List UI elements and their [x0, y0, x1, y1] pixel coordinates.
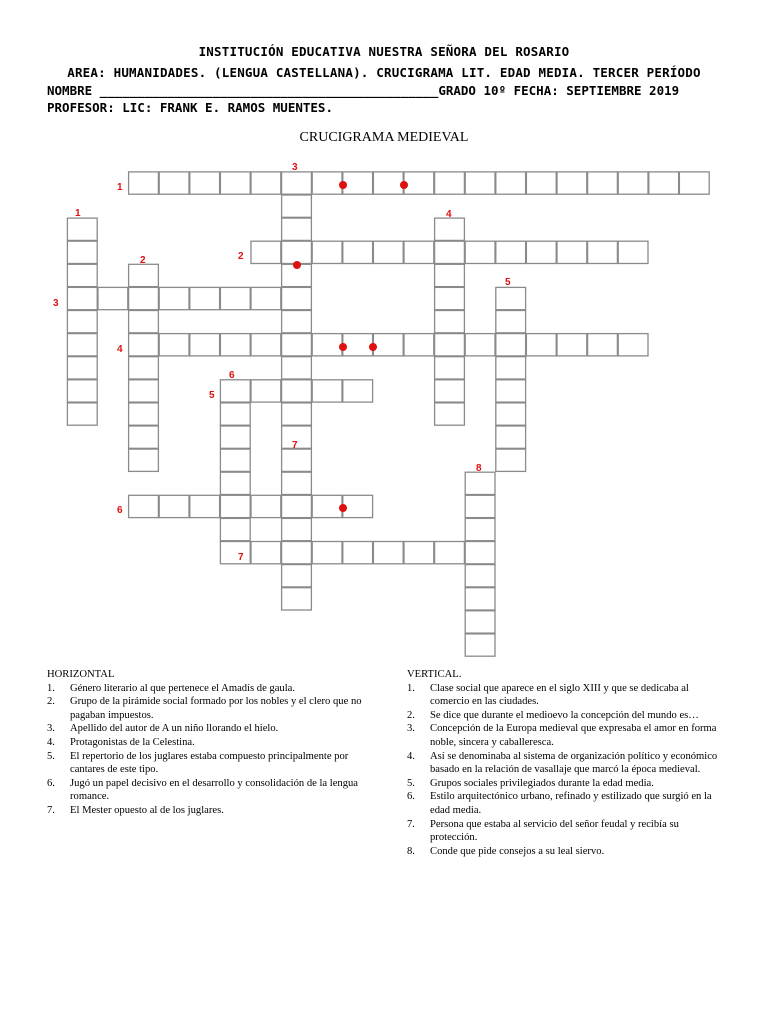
crossword-cell[interactable]	[282, 542, 312, 564]
name-grade-date-line[interactable]: NOMBRE _____________________________________________GRADO 10º FECHA: SEPTIEMBRE 2019	[47, 83, 680, 98]
crossword-cell[interactable]	[618, 334, 648, 356]
crossword-cell[interactable]	[465, 172, 495, 194]
clue-number: 7.	[407, 818, 415, 830]
crossword-cell[interactable]	[67, 241, 97, 263]
crossword-cell[interactable]	[404, 241, 434, 263]
horizontal-clue-1	[47, 682, 367, 696]
crossword-cell[interactable]	[282, 172, 312, 194]
crossword-cell[interactable]	[588, 334, 618, 356]
hint-dot	[369, 343, 377, 351]
crossword-cell[interactable]	[435, 311, 465, 333]
vertical-number-1: 1	[75, 208, 81, 219]
crossword-cell[interactable]	[618, 172, 648, 194]
clue-number: 7.	[47, 804, 55, 816]
crossword-cell[interactable]	[251, 172, 281, 194]
crossword-cell[interactable]	[312, 241, 342, 263]
crossword-cell[interactable]	[465, 334, 495, 356]
vertical-number-8: 8	[476, 463, 482, 474]
horizontal-clues	[47, 668, 367, 818]
clue-text: Protagonistas de la Celestina.	[70, 736, 195, 748]
clue-text: Así se denominaba al sistema de organización político y económico basado en la relación de vasallaje que marcó la época medieval.	[430, 750, 718, 776]
crossword-cell[interactable]	[435, 172, 465, 194]
crossword-cell[interactable]	[435, 403, 465, 425]
horizontal-clue-6	[47, 777, 367, 804]
horizontal-number-6: 6	[117, 505, 123, 516]
clue-number: 1.	[47, 682, 55, 694]
horizontal-number-2: 2	[238, 251, 244, 262]
crossword-cell[interactable]	[129, 495, 159, 517]
crossword-cell[interactable]	[496, 449, 526, 471]
crossword-cell[interactable]	[496, 357, 526, 379]
crossword-cell[interactable]	[129, 287, 159, 309]
crossword-cell[interactable]	[159, 495, 189, 517]
teacher-line: PROFESOR: LIC: FRANK E. RAMOS MUENTES.	[47, 100, 333, 115]
hint-dot	[400, 181, 408, 189]
crossword-cell[interactable]	[129, 264, 159, 286]
crossword-cell[interactable]	[220, 518, 250, 540]
crossword-cell[interactable]	[220, 542, 250, 564]
crossword-cell[interactable]	[435, 542, 465, 564]
vertical-heading: VERTICAL.	[407, 669, 462, 680]
crossword-cell[interactable]	[496, 403, 526, 425]
vertical-clue-8	[407, 845, 727, 859]
crossword-cell[interactable]	[67, 403, 97, 425]
clue-number: 2.	[47, 696, 55, 708]
crossword-cell[interactable]	[557, 334, 587, 356]
crossword-cell[interactable]	[373, 241, 403, 263]
crossword-cell[interactable]	[251, 542, 281, 564]
crossword-cell[interactable]	[220, 380, 250, 402]
crossword-cell[interactable]	[588, 241, 618, 263]
crossword-cell[interactable]	[312, 495, 342, 517]
clue-number: 3.	[407, 723, 415, 735]
clue-text: Clase social que aparece en el siglo XIII y que se dedicaba al comercio en las ciudades.	[430, 682, 689, 708]
horizontal-clue-2	[47, 695, 367, 722]
crossword-cell[interactable]	[220, 287, 250, 309]
crossword-cell[interactable]	[190, 287, 220, 309]
crossword-cell[interactable]	[129, 357, 159, 379]
clue-text: Persona que estaba al servicio del señor feudal y recibía su protección.	[430, 818, 679, 844]
horizontal-number-3: 3	[53, 298, 59, 309]
horizontal-number-5: 5	[209, 390, 215, 401]
crossword-cell[interactable]	[465, 565, 495, 587]
clue-text: Género literario al que pertenece el Amadís de gaula.	[70, 682, 296, 694]
crossword-cell[interactable]	[588, 172, 618, 194]
hint-dot	[339, 181, 347, 189]
crossword-cell[interactable]	[282, 495, 312, 517]
crossword-cell[interactable]	[129, 426, 159, 448]
vertical-clue-7	[407, 818, 727, 845]
crossword-cell[interactable]	[129, 380, 159, 402]
clue-text: Grupo de la pirámide social formado por los nobles y el clero que no pagaban impuestos.	[70, 696, 362, 721]
vertical-number-4: 4	[446, 209, 452, 220]
crossword-cell[interactable]	[67, 357, 97, 379]
crossword-cell[interactable]	[373, 334, 403, 356]
crossword-cell[interactable]	[220, 403, 250, 425]
crossword-cell[interactable]	[282, 287, 312, 309]
horizontal-clue-7	[47, 804, 367, 818]
crossword-cell[interactable]	[67, 311, 97, 333]
crossword-cell[interactable]	[435, 241, 465, 263]
clue-number: 5.	[407, 777, 415, 789]
crossword-cell[interactable]	[343, 542, 373, 564]
crossword-cell[interactable]	[282, 311, 312, 333]
crossword-cell[interactable]	[312, 380, 342, 402]
crossword-cell[interactable]	[129, 172, 159, 194]
vertical-clue-6	[407, 790, 727, 817]
crossword-cell[interactable]	[129, 449, 159, 471]
crossword-cell[interactable]	[343, 334, 373, 356]
horizontal-clue-5	[47, 750, 367, 777]
crossword-cell[interactable]	[282, 565, 312, 587]
crossword-cell[interactable]	[526, 334, 556, 356]
crossword-cell[interactable]	[220, 334, 250, 356]
hint-dot	[339, 343, 347, 351]
crossword-cell[interactable]	[282, 588, 312, 610]
vertical-clue-3	[407, 722, 727, 749]
crossword-cell[interactable]	[220, 449, 250, 471]
vertical-number-5: 5	[505, 277, 511, 288]
vertical-clue-4	[407, 750, 727, 777]
crossword-cell[interactable]	[435, 287, 465, 309]
clue-number: 6.	[407, 791, 415, 803]
horizontal-clue-4	[47, 736, 367, 750]
crossword-cell[interactable]	[373, 172, 403, 194]
crossword-cell[interactable]	[557, 172, 587, 194]
crossword-cell[interactable]	[465, 495, 495, 517]
clue-text: Apellido del autor de A un niño llorando el hielo.	[70, 723, 279, 735]
crossword-cell[interactable]	[496, 241, 526, 263]
clue-text: Estilo arquitectónico urbano, refinado y estilizado que surgió en la edad media.	[430, 791, 712, 816]
hint-dot	[339, 504, 347, 512]
crossword-cell[interactable]	[282, 518, 312, 540]
clue-text: Concepción de la Europa medieval que expresaba el amor en forma noble, sincera y caballeresca.	[430, 723, 717, 748]
crossword-cell[interactable]	[282, 195, 312, 217]
crossword-cell[interactable]	[129, 334, 159, 356]
horizontal-heading: HORIZONTAL	[47, 669, 115, 680]
crossword-cell[interactable]	[465, 542, 495, 564]
crossword-cell[interactable]	[220, 426, 250, 448]
crossword-cell[interactable]	[251, 287, 281, 309]
clue-number: 2.	[407, 709, 415, 721]
crossword-cell[interactable]	[496, 380, 526, 402]
crossword-cell[interactable]	[67, 218, 97, 240]
vertical-clue-list	[407, 682, 727, 859]
clue-number: 4.	[407, 750, 415, 762]
horizontal-number-4: 4	[117, 344, 123, 355]
clue-text: El repertorio de los juglares estaba compuesto principalmente por cantares de este tipo.	[70, 750, 349, 776]
crossword-cell[interactable]	[129, 311, 159, 333]
clue-text: El Mester opuesto al de los juglares.	[70, 804, 224, 816]
crossword-cell[interactable]	[343, 495, 373, 517]
crossword-cell[interactable]	[282, 449, 312, 471]
horizontal-clue-3	[47, 722, 367, 736]
crossword-cell[interactable]	[251, 380, 281, 402]
crossword-cell[interactable]	[190, 334, 220, 356]
crossword-cell[interactable]	[496, 426, 526, 448]
school-name: INSTITUCIÓN EDUCATIVA NUESTRA SEÑORA DEL ROSARIO	[198, 44, 570, 59]
crossword-cell[interactable]	[496, 334, 526, 356]
crossword-cell[interactable]	[190, 172, 220, 194]
vertical-clues	[407, 668, 727, 858]
crossword-cell[interactable]	[190, 495, 220, 517]
crossword-cell[interactable]	[404, 172, 434, 194]
crossword-cell[interactable]	[67, 334, 97, 356]
clue-text: Grupos sociales privilegiados durante la edad media.	[430, 777, 654, 789]
crossword-cell[interactable]	[496, 287, 526, 309]
crossword-cell[interactable]	[282, 218, 312, 240]
horizontal-number-7: 7	[238, 552, 244, 563]
crossword-cell[interactable]	[282, 357, 312, 379]
crossword-cell[interactable]	[465, 588, 495, 610]
clue-text: Jugó un papel decisivo en el desarrollo y consolidación de la lengua romance.	[70, 777, 359, 803]
crossword-cell[interactable]	[343, 380, 373, 402]
crossword-cell[interactable]	[282, 380, 312, 402]
crossword-cell[interactable]	[435, 264, 465, 286]
crossword-cell[interactable]	[220, 172, 250, 194]
clue-number: 1.	[407, 682, 415, 694]
crossword-cell[interactable]	[220, 472, 250, 494]
crossword-cell[interactable]	[618, 241, 648, 263]
crossword-cell[interactable]	[159, 287, 189, 309]
crossword-cell[interactable]	[282, 403, 312, 425]
crossword-cell[interactable]	[404, 542, 434, 564]
crossword-cell[interactable]	[496, 311, 526, 333]
crossword-cell[interactable]	[435, 380, 465, 402]
clue-text: Conde que pide consejos a su leal siervo.	[430, 845, 605, 857]
crossword-cell[interactable]	[649, 172, 679, 194]
crossword-cell[interactable]	[282, 334, 312, 356]
clue-text: Se dice que durante el medioevo la concepción del mundo es…	[430, 709, 699, 721]
crossword-cell[interactable]	[526, 241, 556, 263]
crossword-cell[interactable]	[465, 634, 495, 656]
crossword-cell[interactable]	[526, 172, 556, 194]
vertical-number-2: 2	[140, 255, 146, 266]
crossword-cell[interactable]	[465, 472, 495, 494]
crossword-cell[interactable]	[251, 495, 281, 517]
crossword-cell[interactable]	[220, 495, 250, 517]
crossword-cell[interactable]	[435, 357, 465, 379]
crossword-cell[interactable]	[404, 334, 434, 356]
crossword-cell[interactable]	[67, 264, 97, 286]
clue-number: 8.	[407, 845, 415, 857]
crossword-cell[interactable]	[159, 334, 189, 356]
crossword-cell[interactable]	[159, 172, 189, 194]
crossword-cell[interactable]	[312, 334, 342, 356]
crossword-cell[interactable]	[282, 472, 312, 494]
horizontal-number-1: 1	[117, 182, 123, 193]
crossword-cell[interactable]	[251, 334, 281, 356]
crossword-cell[interactable]	[98, 287, 128, 309]
crossword-cell[interactable]	[435, 218, 465, 240]
vertical-number-3: 3	[292, 162, 298, 173]
crossword-cell[interactable]	[435, 334, 465, 356]
crossword-cell[interactable]	[67, 287, 97, 309]
clue-number: 4.	[47, 736, 55, 748]
crossword-cell[interactable]	[679, 172, 709, 194]
vertical-clue-5	[407, 777, 727, 791]
crossword-cell[interactable]	[129, 403, 159, 425]
crossword-cell[interactable]	[465, 611, 495, 633]
vertical-number-6: 6	[229, 370, 235, 381]
crossword-cell[interactable]	[343, 172, 373, 194]
crossword-cell[interactable]	[251, 241, 281, 263]
crossword-cell[interactable]	[343, 241, 373, 263]
crossword-cell[interactable]	[465, 518, 495, 540]
crossword-cell[interactable]	[465, 241, 495, 263]
vertical-clue-1	[407, 682, 727, 709]
page-title: CRUCIGRAMA MEDIEVAL	[299, 130, 469, 145]
clue-number: 3.	[47, 723, 55, 735]
horizontal-clue-list	[47, 682, 367, 818]
crossword-cell[interactable]	[67, 380, 97, 402]
crossword-cell[interactable]	[496, 172, 526, 194]
crossword-cell[interactable]	[312, 542, 342, 564]
vertical-clue-2	[407, 709, 727, 723]
clue-number: 6.	[47, 777, 55, 789]
clue-number: 5.	[47, 750, 55, 762]
crossword-cell[interactable]	[282, 241, 312, 263]
subject-line: AREA: HUMANIDADES. (LENGUA CASTELLANA). CRUCIGRAMA LIT. EDAD MEDIA. TERCER PERÍODO	[67, 65, 701, 80]
hint-dot	[293, 261, 301, 269]
crossword-cell[interactable]	[373, 542, 403, 564]
crossword-cell[interactable]	[557, 241, 587, 263]
crossword-cell[interactable]	[312, 172, 342, 194]
vertical-number-7: 7	[292, 440, 298, 451]
